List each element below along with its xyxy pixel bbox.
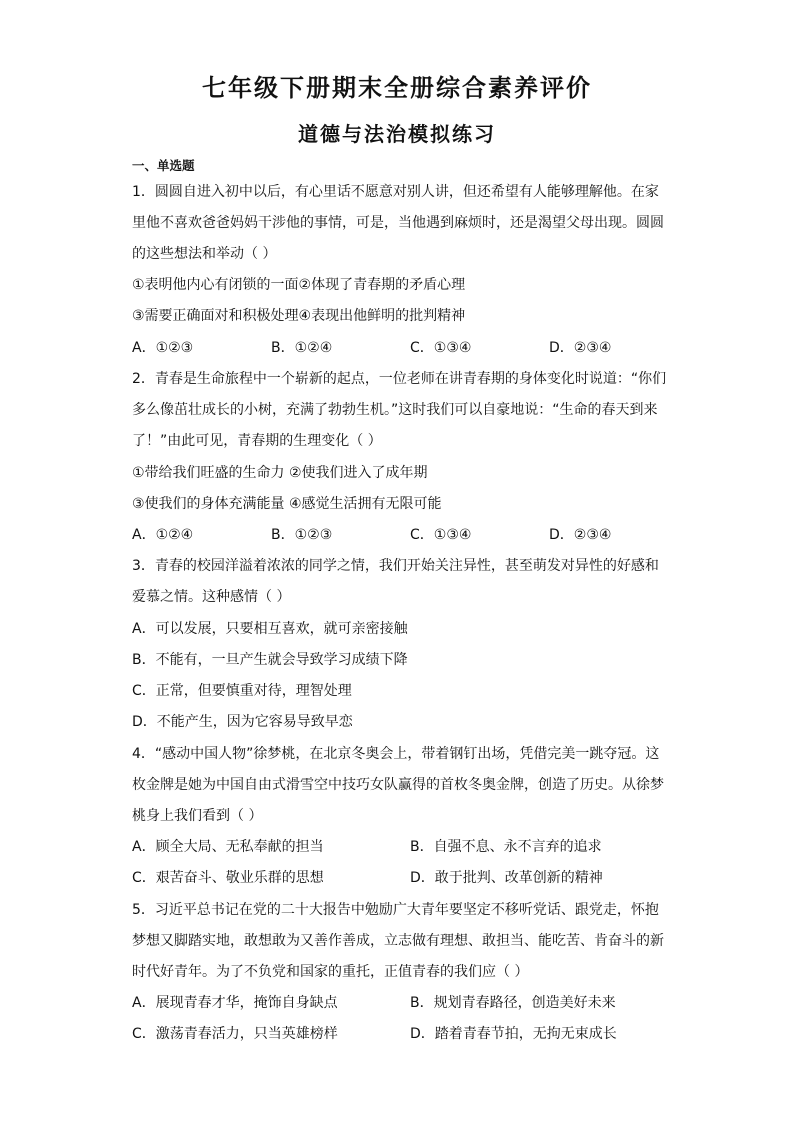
question-4-stem-line: 4．“感动中国人物”徐梦桃，在北京冬奥会上，带着钢钉出场，凭借完美一跳夺冠。这 xyxy=(132,746,660,762)
question-2-stem-line: 了！”由此可见，青春期的生理变化（ ） xyxy=(132,433,382,449)
question-5-option-c[interactable]: C．激荡青春活力，只当英雄榜样 xyxy=(132,1026,338,1042)
question-2-item-line: ③使我们的身体充满能量 ④感觉生活拥有无限可能 xyxy=(132,496,442,512)
question-3-option-d[interactable]: D．不能产生，因为它容易导致早恋 xyxy=(132,714,353,730)
question-4-option-b[interactable]: B．自强不息、永不言弃的追求 xyxy=(410,839,602,855)
question-4-stem-line: 枚金牌是她为中国自由式滑雪空中技巧女队赢得的首枚冬奥金牌，创造了历史。从徐梦 xyxy=(132,777,664,793)
question-3-stem-line: 爱慕之情。这种感情（ ） xyxy=(132,589,291,605)
question-1-stem-line: 里他不喜欢爸爸妈妈干涉他的事情，可是，当他遇到麻烦时，还是渴望父母出现。圆圆 xyxy=(132,215,664,231)
question-3-option-a[interactable]: A．可以发展，只要相互喜欢，就可亲密接触 xyxy=(132,621,408,637)
question-5-stem-line: 时代好青年。为了不负党和国家的重托，正值青春的我们应（ ） xyxy=(132,964,529,980)
question-3-stem-line: 3．青春的校园洋溢着浓浓的同学之情，我们开始关注异性，甚至萌发对异性的好感和 xyxy=(132,558,659,574)
question-1-item-line: ③需要正确面对和积极处理④表现出他鲜明的批判精神 xyxy=(132,308,466,324)
question-5-option-d[interactable]: D．踏着青春节拍，无拘无束成长 xyxy=(410,1026,617,1042)
question-5-option-a[interactable]: A．展现青春才华，掩饰自身缺点 xyxy=(132,995,338,1011)
question-2-option-d[interactable]: D．②③④ xyxy=(549,527,612,543)
question-1-option-c[interactable]: C．①③④ xyxy=(410,340,472,356)
question-1-option-a[interactable]: A．①②③ xyxy=(132,340,194,356)
question-4-option-a[interactable]: A．顾全大局、无私奉献的担当 xyxy=(132,839,324,855)
question-5-stem-line: 5．习近平总书记在党的二十大报告中勉励广大青年要坚定不移听党话、跟党走，怀抱 xyxy=(132,902,659,918)
question-2-option-c[interactable]: C．①③④ xyxy=(410,527,472,543)
question-5-option-b[interactable]: B．规划青春路径，创造美好未来 xyxy=(410,995,616,1011)
document-subtitle: 道德与法治模拟练习 xyxy=(298,122,496,146)
question-3-option-b[interactable]: B．不能有，一旦产生就会导致学习成绩下降 xyxy=(132,652,408,668)
question-1-option-d[interactable]: D．②③④ xyxy=(549,340,612,356)
question-1-stem-line: 的这些想法和举动（ ） xyxy=(132,246,277,262)
question-2-stem-line: 2．青春是生命旅程中一个崭新的起点，一位老师在讲青春期的身体变化时说道：“你们 xyxy=(132,371,667,387)
question-2-stem-line: 多么像茁壮成长的小树，充满了勃勃生机。”这时我们可以自豪地说：“生命的春天到来 xyxy=(132,402,658,418)
section-heading: 一、单选题 xyxy=(132,158,195,173)
question-4-option-d[interactable]: D．敢于批判、改革创新的精神 xyxy=(410,870,603,886)
document-title: 七年级下册期末全册综合素养评价 xyxy=(202,73,592,102)
question-4-option-c[interactable]: C．艰苦奋斗、敬业乐群的思想 xyxy=(132,870,324,886)
question-1-stem-line: 1．圆圆自进入初中以后，有心里话不愿意对别人讲，但还希望有人能够理解他。在家 xyxy=(132,184,659,200)
question-5-stem-line: 梦想又脚踏实地，敢想敢为又善作善成，立志做有理想、敢担当、能吃苦、肯奋斗的新 xyxy=(132,933,664,949)
question-2-option-b[interactable]: B．①②③ xyxy=(271,527,333,543)
question-3-option-c[interactable]: C．正常，但要慎重对待，理智处理 xyxy=(132,683,352,699)
question-1-option-b[interactable]: B．①②④ xyxy=(271,340,333,356)
question-4-stem-line: 桃身上我们看到（ ） xyxy=(132,808,263,824)
question-1-item-line: ①表明他内心有闭锁的一面②体现了青春期的矛盾心理 xyxy=(132,277,466,293)
question-2-option-a[interactable]: A．①②④ xyxy=(132,527,194,543)
question-2-item-line: ①带给我们旺盛的生命力 ②使我们进入了成年期 xyxy=(132,465,428,481)
